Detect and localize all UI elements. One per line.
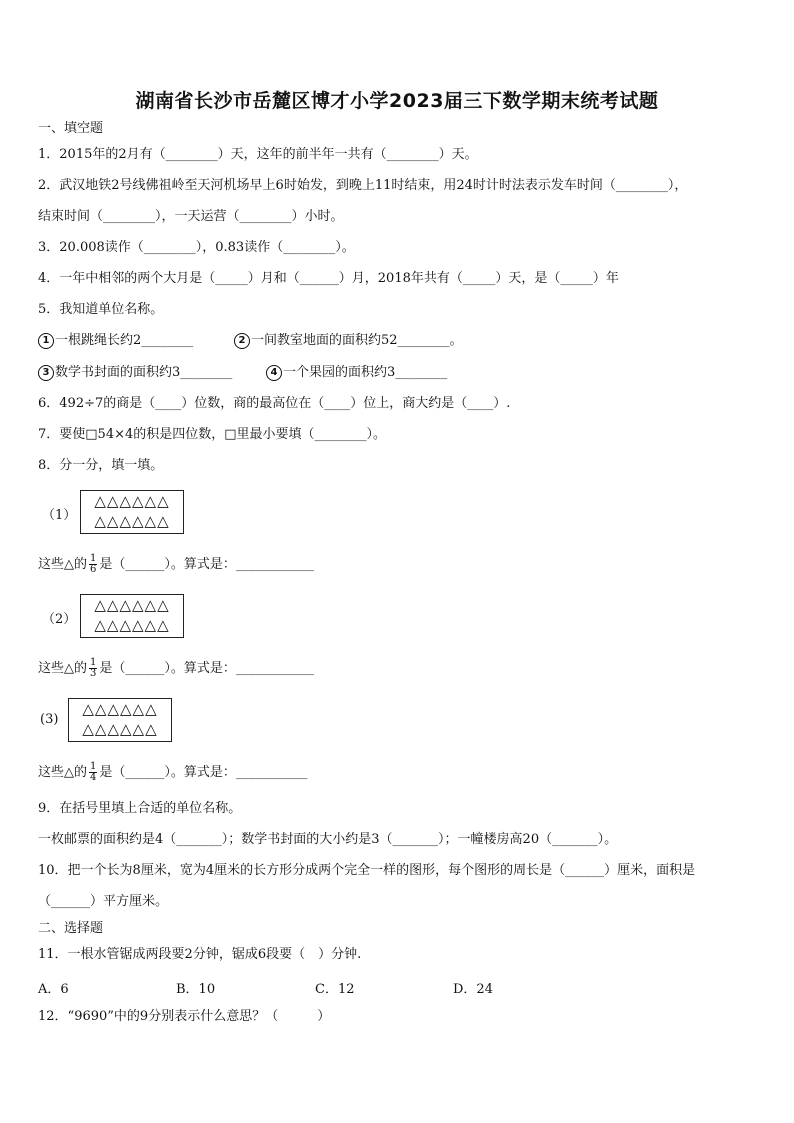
question-7: 7．要使□54×4的积是四位数，□里最小要填（________）。	[38, 427, 387, 442]
q11-option-b: B．10	[176, 982, 216, 997]
triangle-row: △△△△△△	[94, 512, 170, 530]
q11-option-a: A．6	[38, 982, 69, 997]
q5-item-2	[234, 332, 463, 350]
question-12: 12．“9690”中的9分别表示什么意思？（ ）	[38, 1009, 331, 1024]
fraction-denominator: 3	[90, 668, 97, 679]
question-9: 9．在括号里填上合适的单位名称。	[38, 801, 242, 816]
circled-number: 2	[234, 333, 250, 349]
q5-item-text: 一间教室地面的面积约52________。	[251, 333, 463, 348]
q5-item-text: 数学书封面的面积约3________	[55, 365, 233, 380]
q5-item-4	[266, 364, 447, 382]
triangle-row: △△△△△△	[82, 700, 158, 718]
circled-number: 4	[266, 365, 282, 381]
fraction-numerator: 1	[90, 761, 97, 772]
fraction-prefix: 这些△的	[38, 765, 87, 780]
triangle-row: △△△△△△	[94, 596, 170, 614]
question-10-line-2: （______）平方厘米。	[38, 894, 169, 909]
q5-item-1	[38, 332, 193, 350]
question-8: 8．分一分，填一填。	[38, 458, 164, 473]
q5-item-text: 一根跳绳长约2________	[55, 333, 194, 348]
triangle-row: △△△△△△	[94, 616, 170, 634]
triangle-row: △△△△△△	[94, 492, 170, 510]
fraction-suffix: 是（______）。算式是：____________	[99, 661, 314, 676]
q8-part-2-answer	[38, 658, 314, 679]
q8-part-1-label: （1）	[42, 508, 77, 523]
fraction	[89, 762, 97, 783]
fraction-suffix: 是（______）。算式是：____________	[99, 557, 314, 572]
q8-part-1-answer	[38, 554, 314, 575]
question-2-line-2: 结束时间（________），一天运营（________）小时。	[38, 209, 344, 224]
question-11: 11．一根水管锯成两段要2分钟，锯成6段要（ ）分钟.	[38, 947, 362, 962]
question-6: 6．492÷7的商是（____）位数，商的最高位在（____）位上，商大约是（____）.	[38, 396, 511, 411]
q11-option-c: C．12	[315, 982, 355, 997]
question-4: 4．一年中相邻的两个大月是（_____）月和（______）月，2018年共有（_____）天，是（_____）年	[38, 271, 619, 286]
q8-part-2-label: （2）	[42, 612, 77, 627]
triangle-box-3	[68, 698, 172, 742]
question-9-body: 一枚邮票的面积约是4（_______）；数学书封面的大小约是3（_______）；一幢楼房高20（_______）。	[38, 832, 618, 847]
q8-part-3-answer	[38, 762, 307, 783]
triangle-box-2	[80, 594, 184, 638]
circled-number: 1	[38, 333, 54, 349]
fraction-denominator: 4	[90, 772, 97, 783]
page-title: 湖南省长沙市岳麓区博才小学2023届三下数学期末统考试题	[135, 90, 659, 112]
circled-number: 3	[38, 365, 54, 381]
question-5: 5．我知道单位名称。	[38, 302, 164, 317]
fraction-suffix: 是（______）。算式是：___________	[99, 765, 308, 780]
question-3: 3．20.008读作（________），0.83读作（________）。	[38, 240, 355, 255]
question-1: 1．2015年的2月有（________）天，这年的前半年一共有（________）天。	[38, 147, 478, 162]
question-2-line-1: 2．武汉地铁2号线佛祖岭至天河机场早上6时始发，到晚上11时结束，用24时计时法表示发车时间（________），	[38, 178, 688, 193]
q8-part-3-label: (3)	[40, 712, 59, 727]
fraction-prefix: 这些△的	[38, 557, 87, 572]
question-10-line-1: 10．把一个长为8厘米，宽为4厘米的长方形分成两个完全一样的图形，每个图形的周长是（______）厘米，面积是	[38, 863, 696, 878]
section-heading-choice: 二、选择题	[38, 921, 104, 936]
q5-item-text: 一个果园的面积约3________	[283, 365, 448, 380]
triangle-box-1	[80, 490, 184, 534]
fraction	[89, 658, 97, 679]
fraction-numerator: 1	[90, 657, 97, 668]
fraction-prefix: 这些△的	[38, 661, 87, 676]
fraction-denominator: 6	[90, 564, 97, 575]
q5-item-3	[38, 364, 232, 382]
section-heading-fill-blank: 一、填空题	[38, 121, 104, 136]
fraction	[89, 554, 97, 575]
fraction-numerator: 1	[90, 553, 97, 564]
q11-option-d: D．24	[453, 982, 493, 997]
triangle-row: △△△△△△	[82, 720, 158, 738]
